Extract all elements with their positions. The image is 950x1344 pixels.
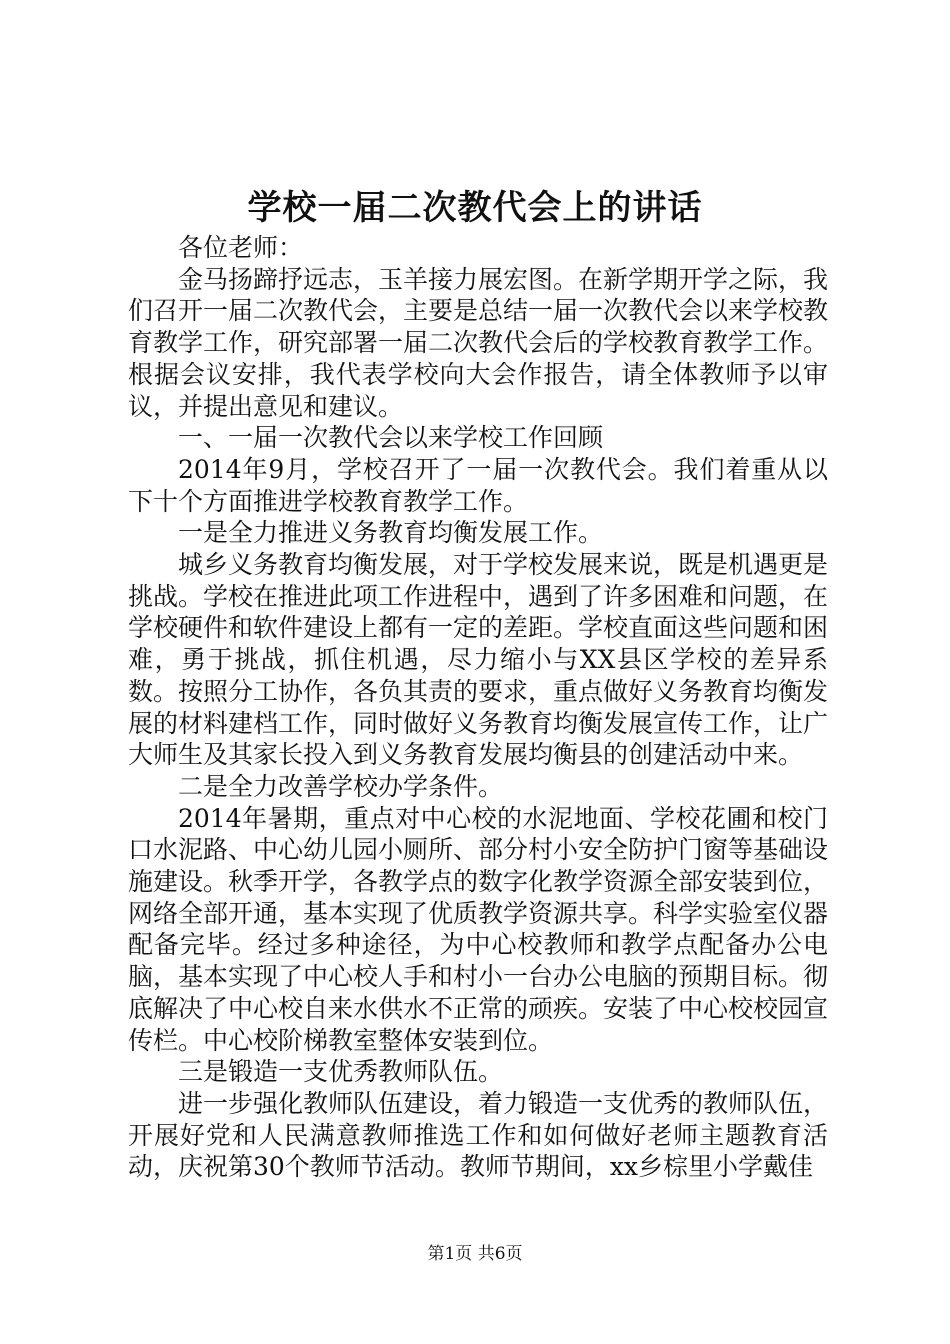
subsection-heading: 三是锻造一支优秀教师队伍。 [178,1057,504,1087]
paragraph: 2014年9月，学校召开了一届一次教代会。我们着重从以下十个方面推进学校教育教学工作。 [128,454,828,516]
document-title: 学校一届二次教代会上的讲话 [247,188,703,228]
document-body [128,232,828,1183]
paragraph: 进一步强化教师队伍建设，着力锻造一支优秀的教师队伍，开展好党和人民满意教师推选工作和如何做好老师主题教育活动，庆祝第30个教师节活动。教师节期间，xx乡棕里小学戴佳 [128,1088,829,1182]
subsection-heading: 一是全力推进义务教育均衡发展工作。 [178,518,604,548]
paragraph: 2014年暑期，重点对中心校的水泥地面、学校花圃和校门口水泥路、中心幼儿园小厕所、部分村小安全防护门窗等基础设施建设。秋季开学，各教学点的数字化教学资源全部安装到位，网络全部开通，基本实现了优质教学资源共享。科学实验室仪器配备完毕。经过多种途径，为中心校教师和教学点配备办公电脑，基本实现了中心校人手和村小一台办公电脑的预期目标。彻底解决了中心校自来水供水不正常的顽疾。安装了中心校校园宣传栏。中心校阶梯教室整体安装到位。 [128,803,829,1055]
page-footer: 第1页 共6页 [427,1244,523,1264]
paragraph-salutation: 各位老师： [178,233,304,262]
paragraph: 城乡义务教育均衡发展，对于学校发展来说，既是机遇更是挑战。学校在推进此项工作进程中，遇到了许多困难和问题，在学校硬件和软件建设上都有一定的差距。学校直面这些问题和困难，勇于挑战，抓住机遇，尽力缩小与XX县区学校的差异系数。按照分工协作，各负其责的要求，重点做好义务教育均衡发展的材料建档工作，同时做好义务教育均衡发展宣传工作，让广大师生及其家长投入到义务教育发展均衡县的创建活动中来。 [128,550,829,770]
paragraph: 金马扬蹄抒远志，玉羊接力展宏图。在新学期开学之际，我们召开一届二次教代会，主要是总结一届一次教代会以来学校教育教学工作，研究部署一届二次教代会后的学校教育教学工作。根据会议安排，我代表学校向大会作报告，请全体教师予以审议，并提出意见和建议。 [128,264,829,421]
section-heading: 一、一届一次教代会以来学校工作回顾 [178,423,604,453]
subsection-heading: 二是全力改善学校办学条件。 [178,771,504,801]
